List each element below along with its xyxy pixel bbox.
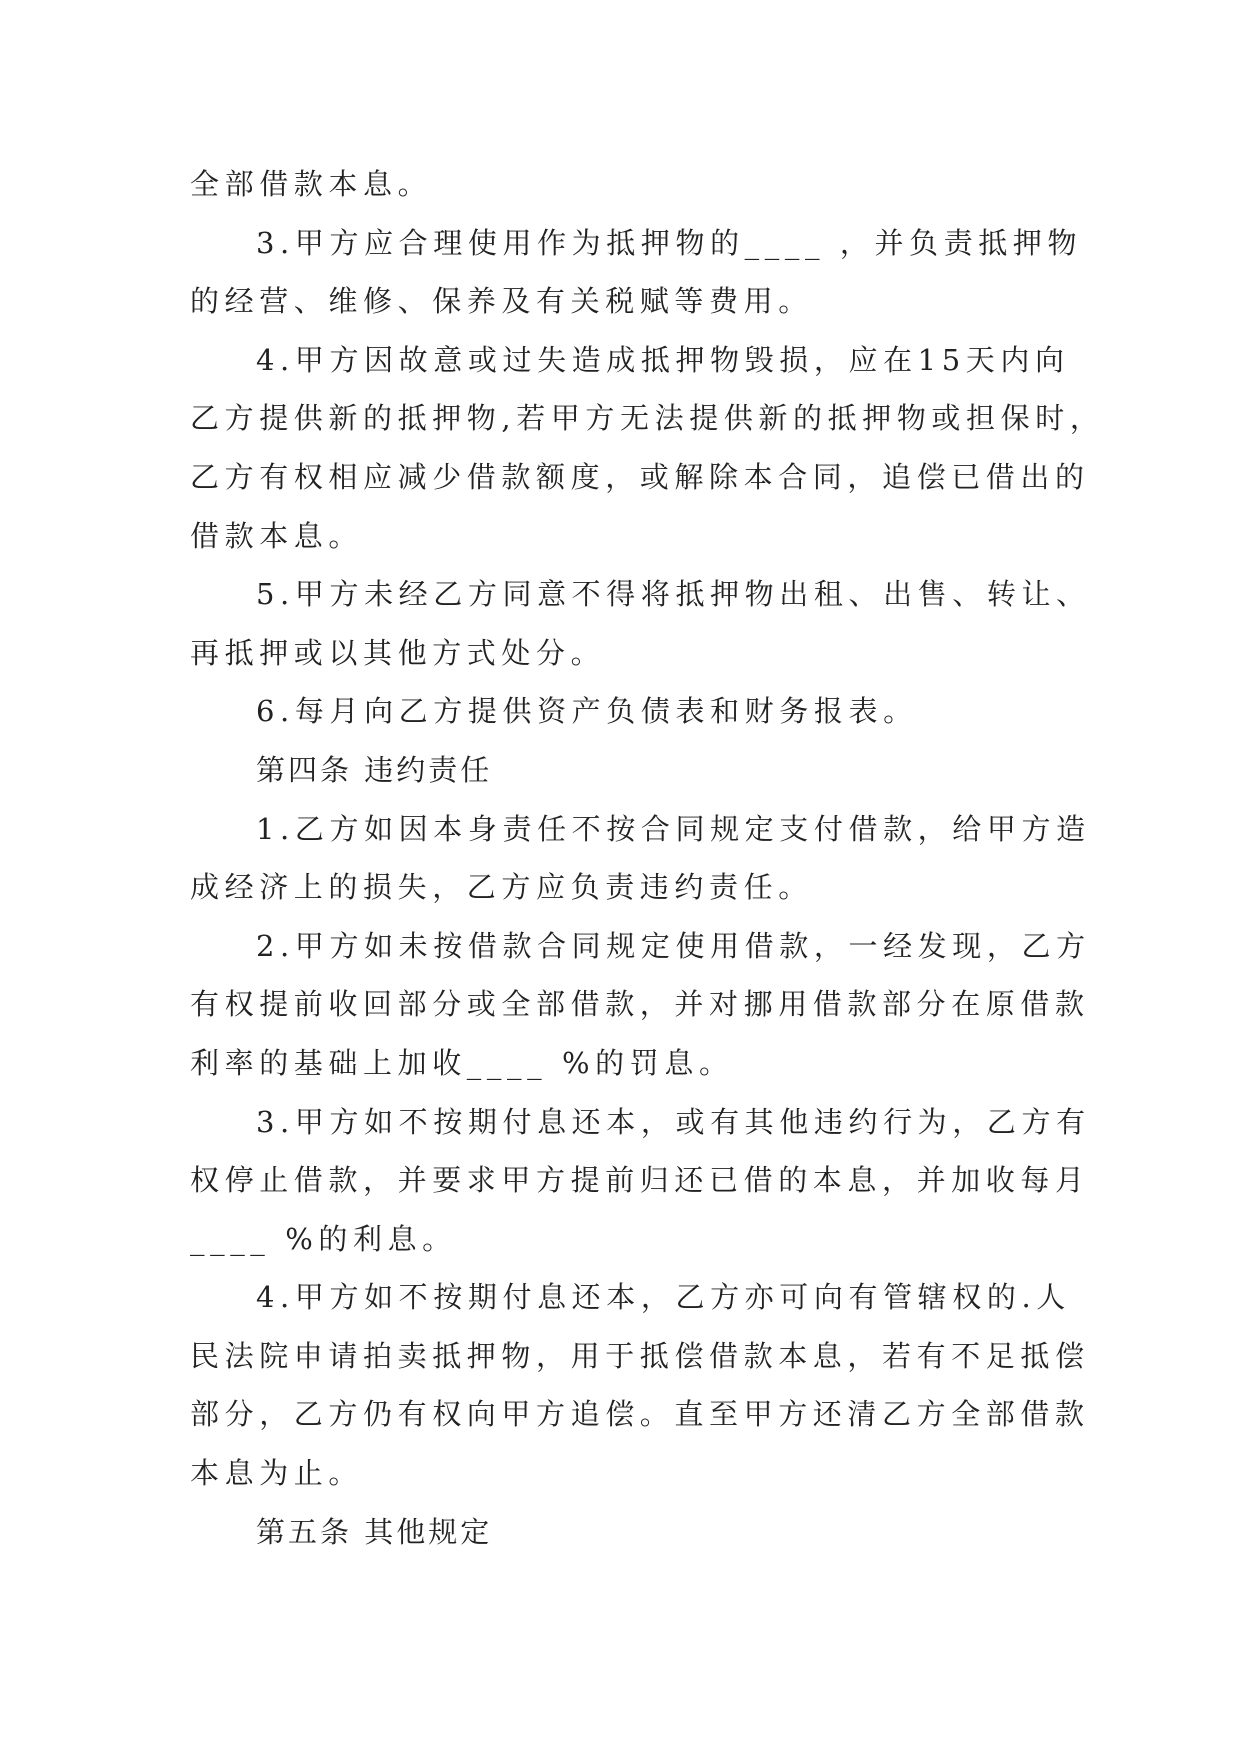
clause-5-line: 5.甲方未经乙方同意不得将抵押物出租、出售、转让、	[256, 577, 1091, 612]
article-4-clause-3-line: 3.甲方如不按期付息还本，或有其他违约行为，乙方有	[256, 1104, 1091, 1139]
article-4-clause-1-line: 1.乙方如因本身责任不按合同规定支付借款，给甲方造	[256, 811, 1091, 846]
text-line: 本息为止。	[190, 1456, 364, 1491]
article-5-heading: 第五条 其他规定	[256, 1514, 493, 1549]
text-line: 民法院申请拍卖抵押物，用于抵偿借款本息，若有不足抵偿	[190, 1338, 1090, 1373]
clause-4-line: 4.甲方因故意或过失造成抵押物毁损，应在15天内向	[256, 342, 1070, 377]
text-line: 借款本息。	[190, 518, 364, 553]
text-line: ____ %的利息。	[190, 1221, 457, 1256]
text-line: 部分，乙方仍有权向甲方追偿。直至甲方还清乙方全部借款	[190, 1397, 1090, 1432]
article-4-clause-4-line: 4.甲方如不按期付息还本，乙方亦可向有管辖权的.人	[256, 1280, 1071, 1315]
text-line: 利率的基础上加收____ %的罚息。	[190, 1045, 734, 1080]
text-line: 权停止借款，并要求甲方提前归还已借的本息，并加收每月	[190, 1163, 1090, 1198]
clause-6-line: 6.每月向乙方提供资产负债表和财务报表。	[256, 694, 918, 729]
text-line: 的经营、维修、保养及有关税赋等费用。	[190, 284, 813, 319]
article-4-heading: 第四条 违约责任	[256, 752, 493, 787]
text-line: 乙方有权相应减少借款额度，或解除本合同，追偿已借出的	[190, 459, 1090, 494]
clause-3-line: 3.甲方应合理使用作为抵押物的____ ，并负责抵押物	[256, 225, 1083, 260]
text-line: 有权提前收回部分或全部借款，并对挪用借款部分在原借款	[190, 987, 1090, 1022]
text-line: 再抵押或以其他方式处分。	[190, 635, 606, 670]
article-4-clause-2-line: 2.甲方如未按借款合同规定使用借款，一经发现，乙方	[256, 928, 1091, 963]
contract-text	[190, 155, 1105, 1561]
text-line: 乙方提供新的抵押物,若甲方无法提供新的抵押物或担保时，	[190, 401, 1105, 436]
text-line: 成经济上的损失，乙方应负责违约责任。	[190, 870, 813, 905]
text-line: 全部借款本息。	[190, 167, 433, 201]
